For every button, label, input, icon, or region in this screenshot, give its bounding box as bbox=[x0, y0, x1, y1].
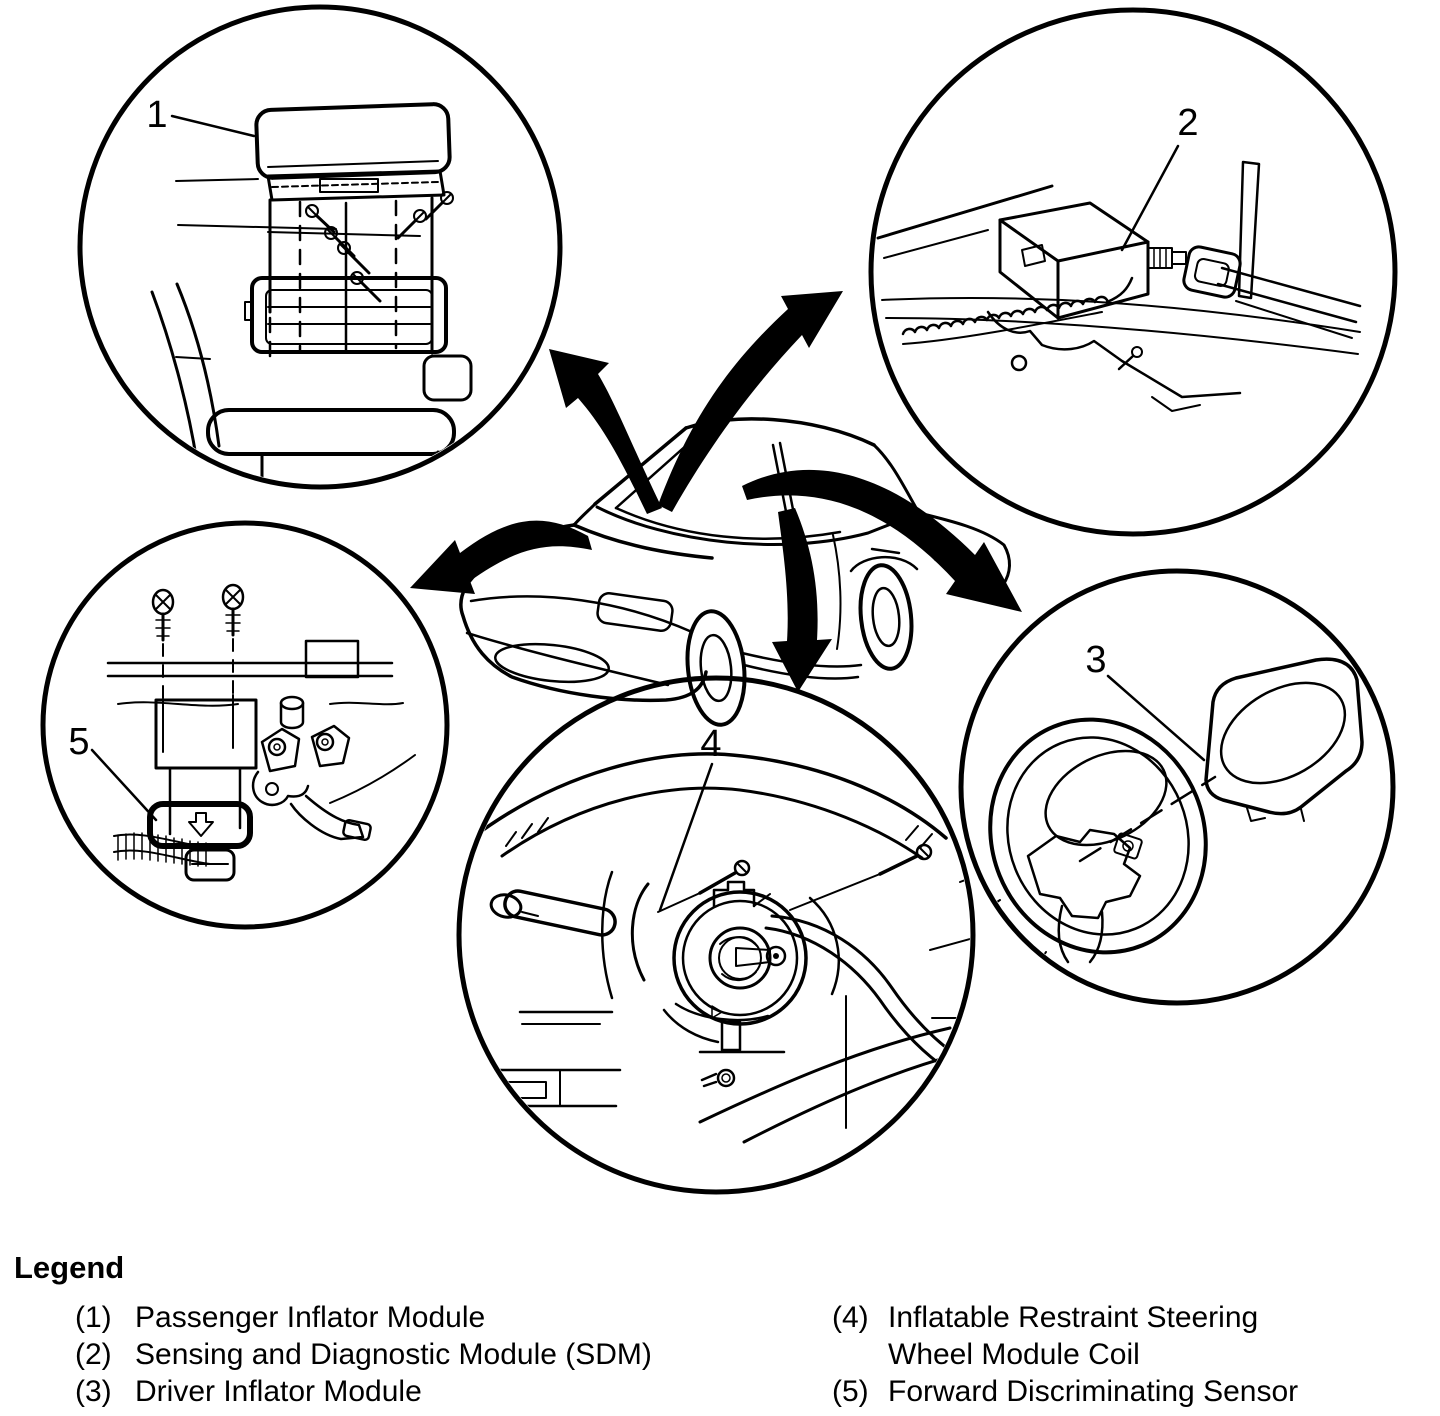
sensor-screw-right bbox=[223, 585, 243, 748]
callout-leader-1 bbox=[172, 116, 254, 136]
legend-item-label: Driver Inflator Module bbox=[135, 1375, 422, 1408]
legend-heading: Legend bbox=[14, 1250, 125, 1285]
passenger-inflator-art bbox=[152, 104, 471, 498]
clockspring-coil bbox=[674, 882, 839, 1052]
car-illustration bbox=[461, 419, 1010, 728]
arrow-to-passenger-inflator bbox=[549, 349, 662, 514]
legend-item-label: Inflatable Restraint Steering Wheel Module Coil bbox=[888, 1301, 1259, 1371]
legend-item-number: (2) bbox=[75, 1338, 112, 1371]
callout-number-2: 2 bbox=[1177, 102, 1199, 144]
sdm-art bbox=[878, 162, 1360, 411]
coil-wire bbox=[766, 916, 988, 1086]
callout-leader-5 bbox=[92, 750, 156, 820]
inset-circle bbox=[43, 523, 447, 927]
legend-item-label: Forward Discriminating Sensor bbox=[888, 1375, 1299, 1408]
legend-item-4 bbox=[832, 1299, 1362, 1373]
callout-leader-2 bbox=[1122, 146, 1178, 250]
callout-number-3: 3 bbox=[1085, 639, 1107, 681]
bracket-hardware bbox=[253, 697, 415, 841]
legend-column-left bbox=[75, 1299, 652, 1410]
legend-item-label: Sensing and Diagnostic Module (SDM) bbox=[135, 1338, 652, 1371]
legend-item-3 bbox=[75, 1373, 652, 1410]
legend-item-2 bbox=[75, 1336, 652, 1373]
airbag-pad bbox=[1203, 659, 1362, 821]
seat-cushion bbox=[208, 410, 454, 454]
driver-inflator-art bbox=[956, 659, 1363, 985]
legend-item-1 bbox=[75, 1299, 652, 1336]
coil-screws bbox=[658, 845, 931, 1086]
direction-arrow-mark bbox=[189, 813, 213, 836]
inset-sensing-diagnostic-module bbox=[871, 10, 1395, 534]
module-coil-art bbox=[472, 754, 1152, 1142]
callout-number-4: 4 bbox=[700, 723, 722, 765]
legend-item-number: (4) bbox=[832, 1301, 869, 1334]
inset-forward-discriminating-sensor bbox=[43, 523, 447, 927]
sensor-mounting-bracket bbox=[156, 700, 256, 768]
legend-item-5 bbox=[832, 1373, 1362, 1410]
inset-circle bbox=[871, 10, 1395, 534]
legend-item-number: (5) bbox=[832, 1375, 869, 1408]
car-rear-wheel bbox=[856, 563, 917, 672]
steering-wheel bbox=[956, 687, 1241, 985]
inset-driver-inflator-module bbox=[956, 571, 1393, 1003]
wiring-harness bbox=[903, 278, 1132, 344]
turn-signal-stalk bbox=[489, 889, 617, 938]
legend-column-right bbox=[832, 1299, 1362, 1410]
callout-leader-4 bbox=[660, 764, 712, 910]
arrow-to-forward-sensor bbox=[410, 521, 592, 594]
legend-item-number: (1) bbox=[75, 1301, 112, 1334]
callout-leader-3 bbox=[1108, 676, 1204, 760]
callout-number-1: 1 bbox=[146, 94, 168, 136]
car-bumper-opening bbox=[493, 639, 610, 687]
legend-item-label: Passenger Inflator Module bbox=[135, 1301, 486, 1334]
callout-number-5: 5 bbox=[68, 721, 90, 763]
inset-passenger-inflator-module bbox=[80, 7, 560, 498]
location-arrows bbox=[410, 291, 1022, 692]
legend-item-number: (3) bbox=[75, 1375, 112, 1408]
car-front-wheel bbox=[682, 608, 750, 727]
forward-sensor-art bbox=[108, 585, 415, 880]
inset-circle bbox=[80, 7, 560, 487]
